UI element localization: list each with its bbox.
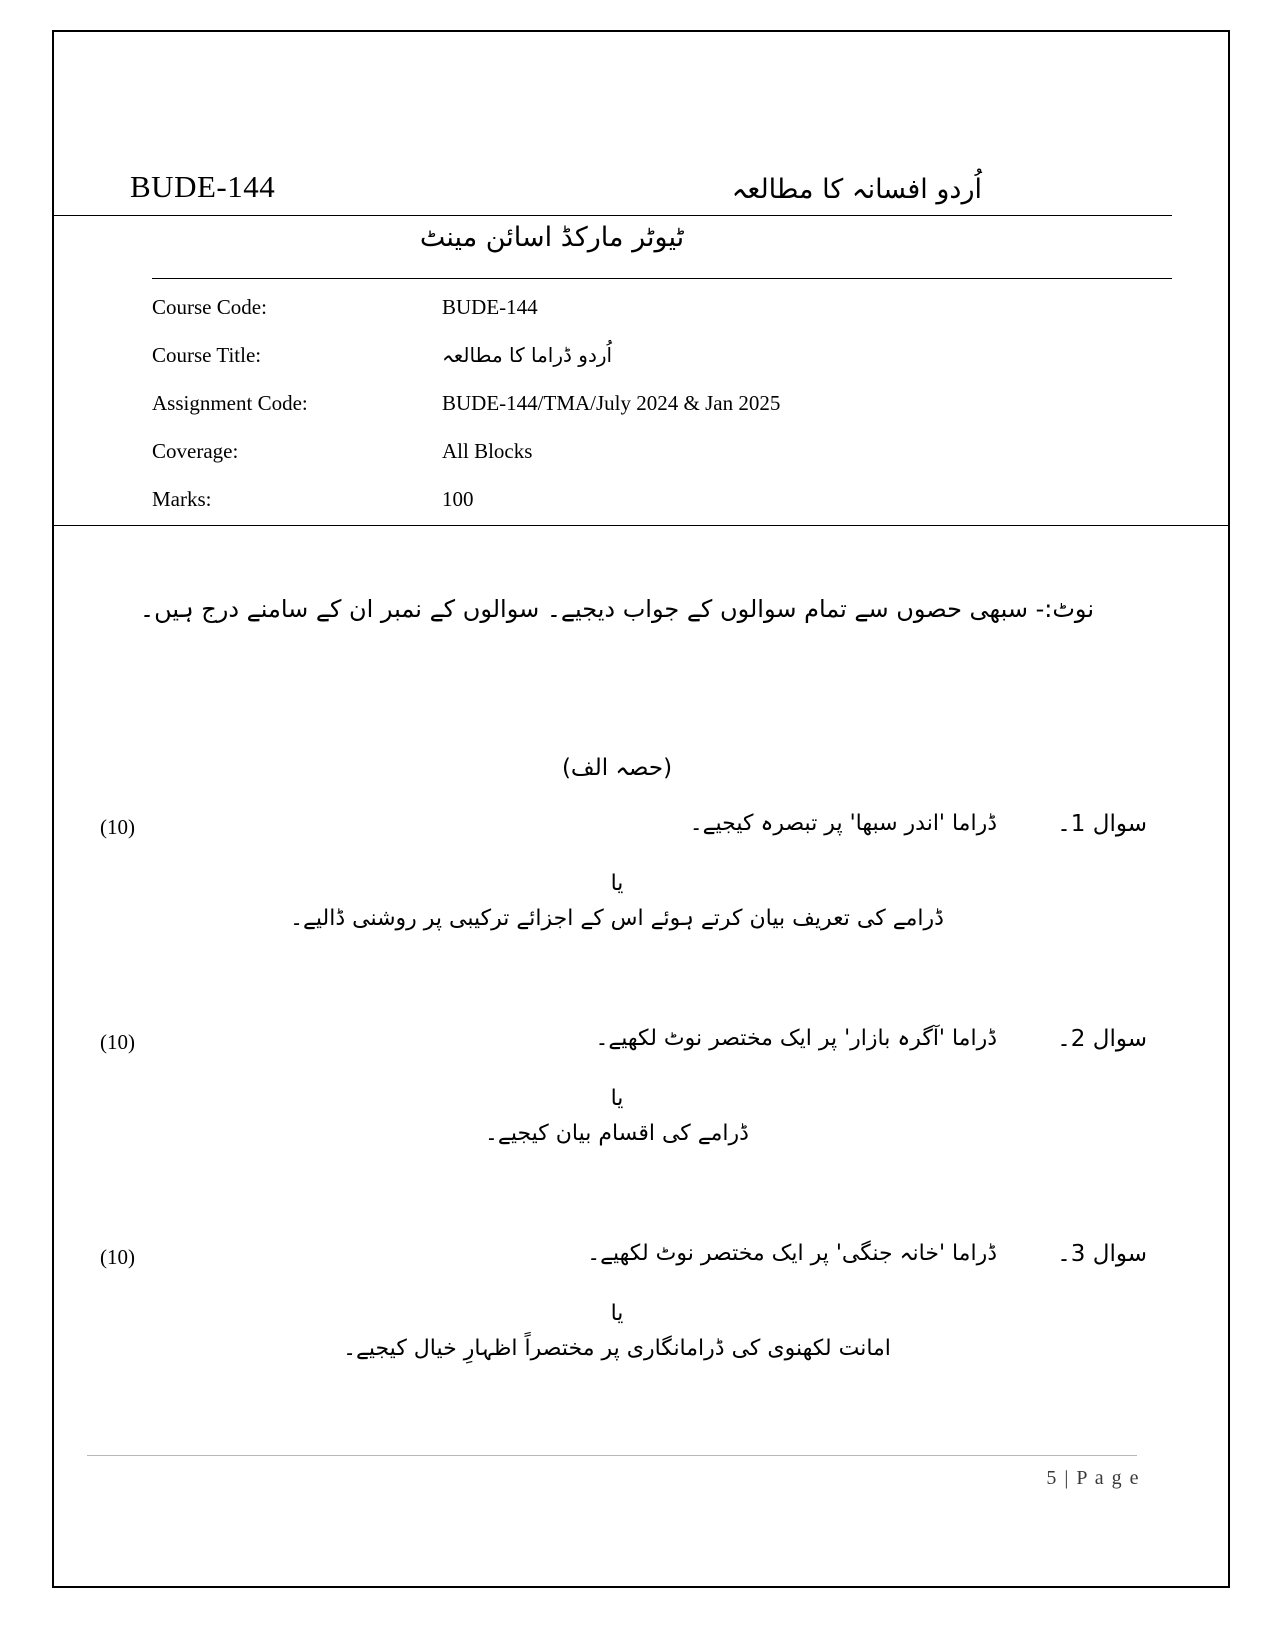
question-main-line xyxy=(52,1241,1182,1289)
question-label: سوال 3۔ xyxy=(1057,1241,1147,1267)
info-row xyxy=(152,295,1052,343)
info-label: Marks: xyxy=(152,487,212,511)
header-urdu-title: اُردو افسانہ کا مطالعہ xyxy=(731,174,982,205)
question-block xyxy=(52,811,1182,931)
header-divider-2 xyxy=(152,278,1172,279)
question-or-separator: یا xyxy=(610,1086,624,1111)
question-label: سوال 1۔ xyxy=(1057,811,1147,837)
question-main-line xyxy=(52,1026,1182,1074)
header-divider-1 xyxy=(52,215,1172,216)
question-or-separator: یا xyxy=(610,871,624,896)
page-number: 5 | P a g e xyxy=(1046,1467,1140,1489)
question-marks: (10) xyxy=(100,1030,135,1054)
question-alternative-text: ڈرامے کی اقسام بیان کیجیے۔ xyxy=(485,1121,749,1146)
assignment-type-heading: ٹیوٹر مارکڈ اسائن مینٹ xyxy=(419,222,685,253)
section-heading: (حصہ الف) xyxy=(561,755,673,781)
course-info-table xyxy=(152,295,1052,535)
page-content xyxy=(52,30,1230,1588)
info-row xyxy=(152,343,1052,391)
info-label: Course Code: xyxy=(152,295,267,319)
info-label: Course Title: xyxy=(152,343,262,367)
question-or-separator: یا xyxy=(610,1301,624,1326)
header-course-code: BUDE-144 xyxy=(130,169,276,204)
info-value: All Blocks xyxy=(442,439,533,463)
question-alternative-text: امانت لکھنوی کی ڈرامانگاری پر مختصراً اظہارِ خیال کیجیے۔ xyxy=(343,1336,891,1361)
document-header xyxy=(52,145,1172,205)
info-row xyxy=(152,439,1052,487)
instructions-note: نوٹ:- سبھی حصوں سے تمام سوالوں کے جواب دیجیے۔ سوالوں کے نمبر ان کے سامنے درج ہیں۔ xyxy=(140,595,1094,623)
question-text: ڈراما 'خانہ جنگی' پر ایک مختصر نوٹ لکھیے۔ xyxy=(587,1241,997,1266)
footer-divider xyxy=(87,1455,1137,1456)
question-label: سوال 2۔ xyxy=(1057,1026,1147,1052)
info-value: BUDE-144/TMA/July 2024 & Jan 2025 xyxy=(442,391,781,415)
question-alternative-text: ڈرامے کی تعریف بیان کرتے ہوئے اس کے اجزائے ترکیبی پر روشنی ڈالیے۔ xyxy=(290,906,944,931)
question-main-line xyxy=(52,811,1182,859)
header-divider-3 xyxy=(52,525,1230,526)
question-text: ڈراما 'اندر سبھا' پر تبصرہ کیجیے۔ xyxy=(689,811,997,836)
info-value: اُردو ڈراما کا مطالعہ xyxy=(442,343,613,367)
question-block xyxy=(52,1241,1182,1361)
question-text: ڈراما 'آگرہ بازار' پر ایک مختصر نوٹ لکھیے۔ xyxy=(595,1026,997,1051)
info-row xyxy=(152,487,1052,535)
info-value: 100 xyxy=(442,487,474,511)
question-marks: (10) xyxy=(100,815,135,839)
info-label: Coverage: xyxy=(152,439,239,463)
info-label: Assignment Code: xyxy=(152,391,308,415)
question-marks: (10) xyxy=(100,1245,135,1269)
info-value: BUDE-144 xyxy=(442,295,538,319)
question-block xyxy=(52,1026,1182,1146)
info-row xyxy=(152,391,1052,439)
